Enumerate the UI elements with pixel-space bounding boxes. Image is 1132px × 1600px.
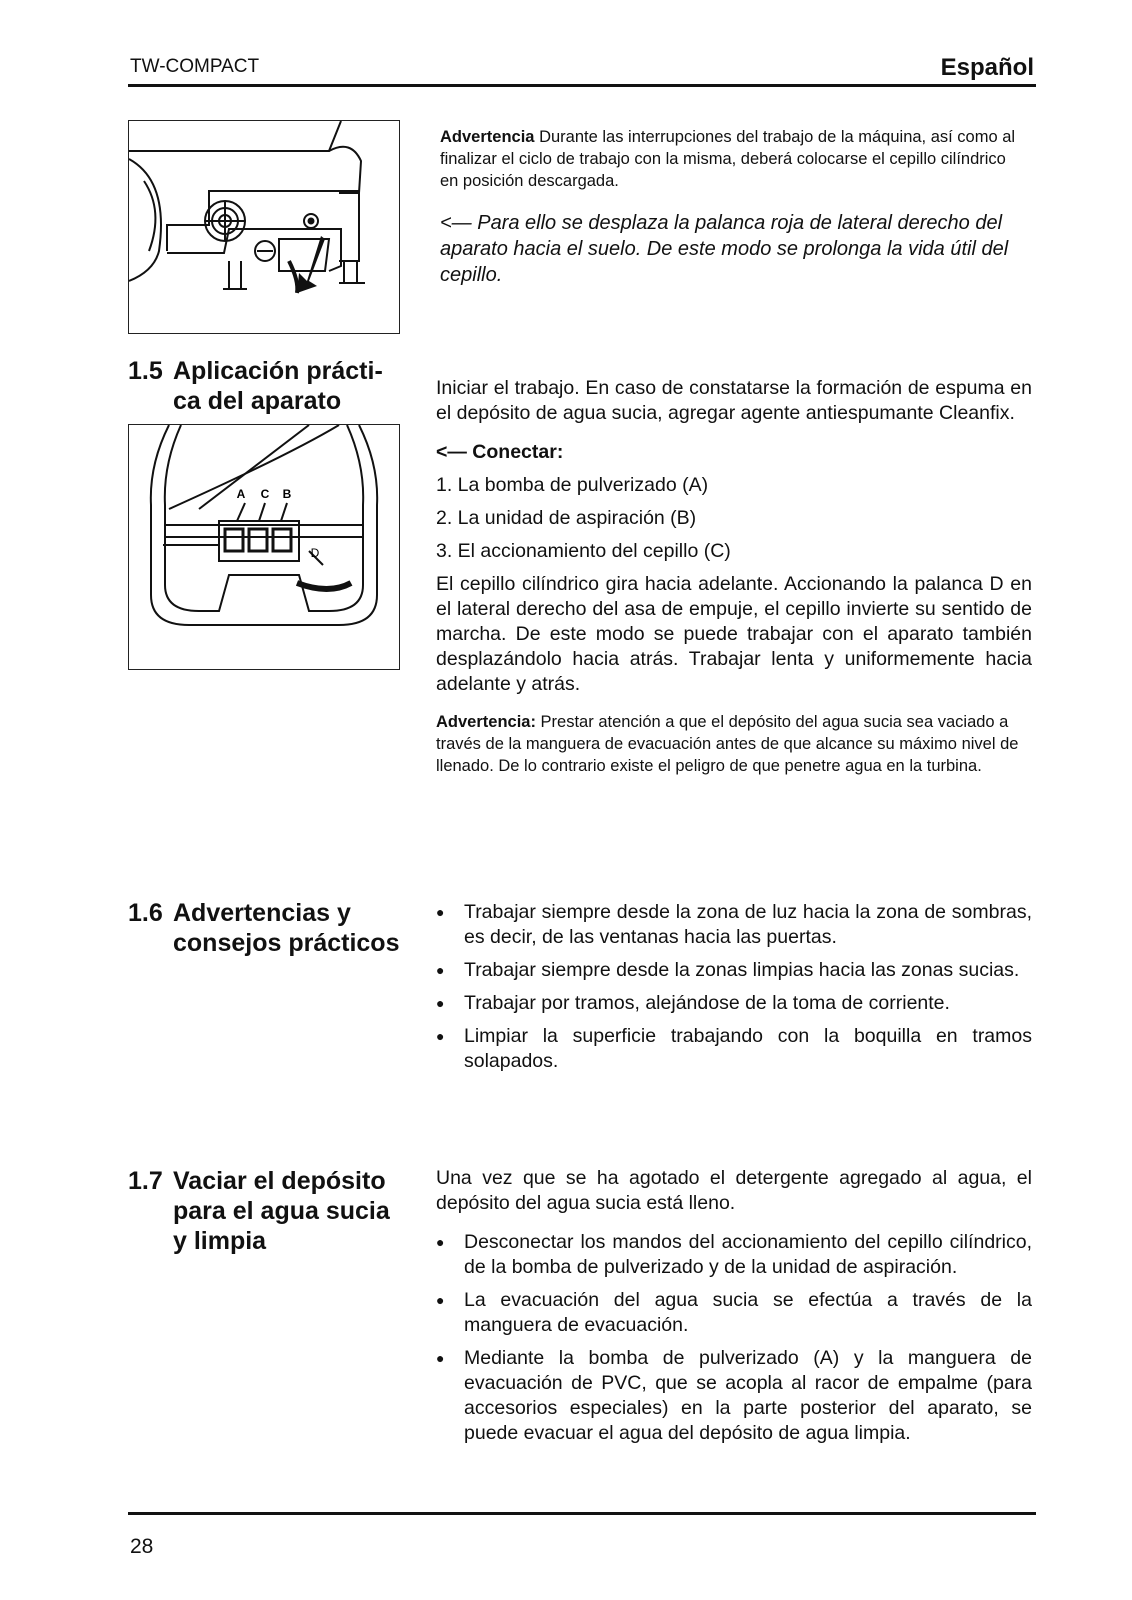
- label-a: A: [236, 487, 246, 501]
- section-1-6-heading: [128, 898, 418, 958]
- list-item: 3. El accionamiento del cepillo (C): [436, 540, 731, 562]
- list-item: 1. La bomba de pulverizado (A): [436, 474, 709, 496]
- header-product-name: TW-COMPACT: [130, 56, 260, 77]
- list-item: ● Limpiar la superficie trabajando con la boquilla en tramos solapados.: [436, 1024, 1032, 1074]
- figure-brush-lever: [128, 120, 400, 334]
- lever-instruction: <— Para ello se desplaza la palanca roja de lateral derecho del aparato hacia el suelo. De este modo se prolonga la vida útil del cepillo.: [440, 212, 1009, 286]
- section-intro: Una vez que se ha agotado el detergente agregado al agua, el depósito del agua sucia está lleno.: [436, 1167, 1032, 1214]
- label-b: B: [282, 487, 292, 501]
- section-number: 1.7: [128, 1167, 163, 1195]
- section-1-6-list: [436, 900, 1032, 1082]
- section-number: 1.6: [128, 899, 163, 927]
- header-language: Español: [940, 54, 1034, 81]
- warning-note-2: [436, 711, 1032, 777]
- header-rule: [128, 84, 1036, 87]
- list-item: 2. La unidad de aspiración (B): [436, 507, 697, 529]
- warning-label: Advertencia:: [436, 713, 536, 731]
- section-title-line: Aplicación prácti-: [173, 357, 383, 385]
- footer-rule: [128, 1512, 1036, 1515]
- list-item: ● Trabajar siempre desde la zona de luz hacia la zona de sombras, es decir, de las ventanas hacia las puertas.: [436, 900, 1032, 950]
- list-item: ● Trabajar por tramos, alejándose de la toma de corriente.: [436, 991, 1032, 1016]
- section-title-line: ca del aparato: [173, 387, 342, 415]
- warning-label: Advertencia: [440, 128, 535, 146]
- section-title-line: Vaciar el depósito: [173, 1167, 386, 1195]
- section-1-7-heading: [128, 1166, 418, 1256]
- section-number: 1.5: [128, 357, 163, 385]
- section-1-5-body: [436, 376, 1032, 777]
- section-title-line: Advertencias y: [173, 899, 351, 927]
- section-title-line: consejos prácticos: [173, 929, 400, 957]
- warning-text: Prestar atención a que el depósito del agua sucia sea vaciado a través de la manguera de evacuación antes de que alcance su máximo nivel de llenado. De lo contrario existe el peligro de que penetre agua en la turbina.: [436, 713, 1019, 775]
- warning-note-1: [440, 126, 1020, 192]
- list-item: ● La evacuación del agua sucia se efectúa a través de la manguera de evacuación.: [436, 1288, 1032, 1338]
- section-1-5-heading: [128, 356, 408, 416]
- section-1-7-body: [436, 1166, 1032, 1454]
- section-title-line: para el agua sucia: [173, 1197, 390, 1225]
- brush-lever-illustration: [129, 121, 399, 333]
- figure-handle-controls: [128, 424, 400, 670]
- section-body: El cepillo cilíndrico gira hacia adelante. Accionando la palanca D en el lateral derecho del asa de empuje, el cepillo invierte su sentido de marcha. De este modo se puede trabajar con el aparato también desplazándolo hacia atrás. Trabajar lenta y uniformemente hacia adelante y atrás.: [436, 573, 1032, 695]
- warning-text: Durante las interrupciones del trabajo de la máquina, así como al finalizar el ciclo de trabajo con la misma, deberá colocarse el cepillo cilíndrico en posición descargada.: [440, 128, 1016, 190]
- connect-label: <— Conectar:: [436, 441, 564, 463]
- label-c: C: [260, 487, 270, 501]
- handle-controls-illustration: [129, 425, 399, 669]
- list-item: ● Trabajar siempre desde la zonas limpias hacia las zonas sucias.: [436, 958, 1032, 983]
- list-item: ● Desconectar los mandos del accionamiento del cepillo cilíndrico, de la bomba de pulverizado y de la unidad de aspiración.: [436, 1230, 1032, 1280]
- section-intro: Iniciar el trabajo. En caso de constatarse la formación de espuma en el depósito de agua sucia, agregar agente antiespumante Cleanfix.: [436, 377, 1032, 424]
- connect-steps: [436, 473, 1032, 564]
- section-title-line: y limpia: [173, 1227, 267, 1255]
- page-number: 28: [130, 1535, 154, 1558]
- list-item: ● Mediante la bomba de pulverizado (A) y la manguera de evacuación de PVC, que se acopla al racor de empalme (para accesorios especiales) en la parte posterior del aparato, se puede evacuar el agua del depósito de agua limpia.: [436, 1346, 1032, 1446]
- label-d: D: [310, 546, 320, 560]
